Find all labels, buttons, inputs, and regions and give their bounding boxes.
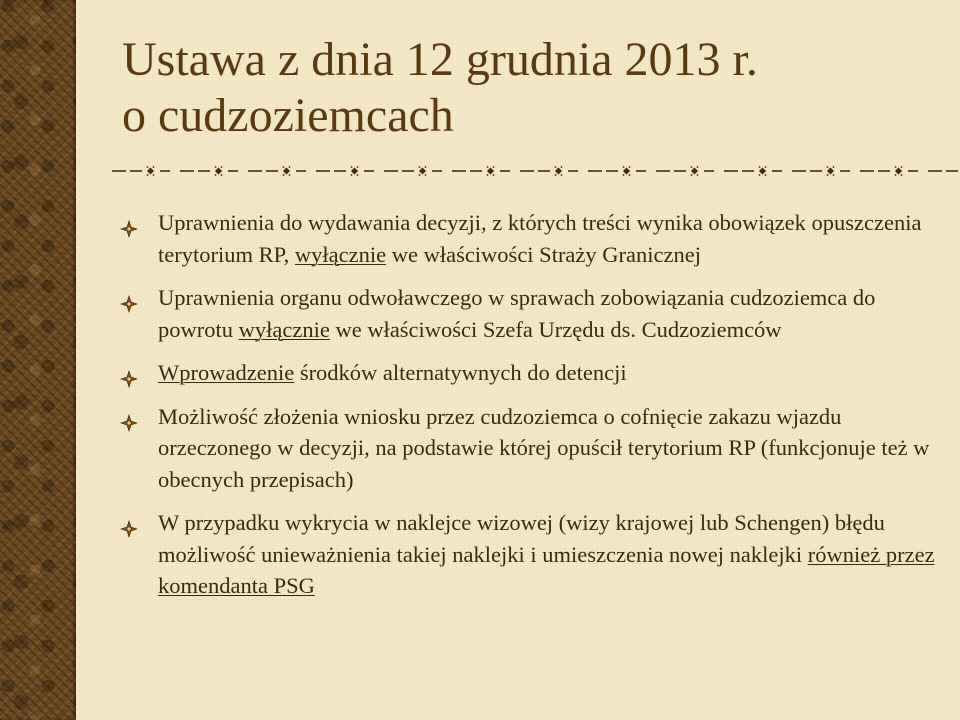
- decorative-left-border: [0, 0, 76, 720]
- divider-speck: [215, 166, 217, 168]
- divider-speck: [425, 174, 427, 176]
- divider-speck: [555, 174, 557, 176]
- divider-speck: [765, 166, 767, 168]
- divider-speck: [555, 166, 557, 168]
- divider-speck: [493, 174, 495, 176]
- divider-speck: [357, 166, 359, 168]
- divider-speck: [425, 166, 427, 168]
- bullet-item-1: [120, 207, 940, 270]
- divider-speck: [357, 174, 359, 176]
- divider-speck: [351, 166, 353, 168]
- bullet-text-part: we właściwości Straży Granicznej: [386, 241, 701, 267]
- slide-title: [122, 32, 922, 144]
- bullet-item-2: [120, 282, 940, 345]
- bullet-text: [158, 510, 935, 598]
- divider-speck: [827, 166, 829, 168]
- divider-speck: [147, 174, 149, 176]
- divider-speck: [623, 166, 625, 168]
- divider-dot: [623, 167, 630, 174]
- bullet-text-part: środków alternatywnych do detencji: [294, 360, 627, 385]
- divider-speck: [759, 166, 761, 168]
- underlined-phrase: wyłącznie: [238, 316, 330, 342]
- divider-speck: [283, 174, 285, 176]
- divider-speck: [629, 166, 631, 168]
- divider-speck: [289, 174, 291, 176]
- divider-speck: [895, 174, 897, 176]
- bullet-text: [158, 404, 929, 492]
- divider-speck: [901, 174, 903, 176]
- underlined-phrase: Wprowadzenie: [158, 360, 295, 385]
- divider-speck: [215, 174, 217, 176]
- bullet-item-5: [120, 507, 940, 602]
- divider-speck: [419, 166, 421, 168]
- underlined-phrase: wyłącznie: [294, 241, 387, 267]
- divider-dot: [147, 167, 154, 174]
- title-divider: [112, 164, 960, 178]
- divider-dot: [895, 167, 902, 174]
- slide-title-line-1: Ustawa z dnia 12 grudnia 2013 r.: [122, 33, 758, 86]
- divider-speck: [147, 166, 149, 168]
- bullet-text-part: Możliwość złożenia wniosku przez cudzoziemca o cofnięcie zakazu wjazdu orzeczonego w decyzji, na podstawie której opuścił terytorium RP (funkcjonuje też w obecnych przepisach): [158, 403, 930, 492]
- divider-speck: [765, 174, 767, 176]
- fleur-bullet-icon: [120, 290, 138, 308]
- divider-dot: [555, 167, 562, 174]
- bullet-item-4: [120, 401, 940, 496]
- divider-speck: [691, 166, 693, 168]
- divider-speck: [351, 174, 353, 176]
- bullet-text: [158, 285, 875, 342]
- bullet-text-part: we właściwości Szefa Urzędu ds. Cudzoziemców: [329, 316, 782, 342]
- divider-speck: [697, 166, 699, 168]
- divider-speck: [289, 166, 291, 168]
- divider-dot: [691, 167, 698, 174]
- bullet-text-part: Uprawnienia do wydawania decyzji, z których treści wynika obowiązek opuszczenia terytorium RP,: [158, 210, 922, 267]
- divider-speck: [487, 166, 489, 168]
- divider-speck: [697, 174, 699, 176]
- divider-dot: [487, 167, 494, 174]
- bullet-item-3: [120, 357, 940, 389]
- divider-speck: [895, 166, 897, 168]
- fleur-bullet-icon: [120, 409, 138, 427]
- divider-dot: [759, 167, 766, 174]
- fleur-bullet-icon: [120, 515, 138, 533]
- divider-speck: [153, 174, 155, 176]
- divider-speck: [487, 174, 489, 176]
- divider-speck: [901, 166, 903, 168]
- bullet-text-part: W przypadku wykrycia w naklejce wizowej (wizy krajowej lub Schengen) błędu możliwość unieważnienia takiej naklejki i umieszczenia nowej naklejki: [158, 510, 885, 567]
- divider-speck: [833, 174, 835, 176]
- divider-speck: [561, 174, 563, 176]
- divider-speck: [691, 174, 693, 176]
- underlined-phrase: również przez komendanta PSG: [158, 541, 935, 598]
- divider-speck: [833, 166, 835, 168]
- bullet-text: [158, 360, 627, 385]
- divider-speck: [629, 174, 631, 176]
- divider-speck: [419, 174, 421, 176]
- divider-speck: [221, 174, 223, 176]
- fleur-bullet-icon: [120, 215, 138, 233]
- divider-speck: [153, 166, 155, 168]
- bullet-text: [158, 210, 921, 267]
- divider-speck: [493, 166, 495, 168]
- divider-dot: [419, 167, 426, 174]
- divider-dot: [827, 167, 834, 174]
- divider-dot: [283, 167, 290, 174]
- bullet-list: [120, 207, 940, 614]
- fleur-bullet-icon: [120, 365, 138, 383]
- bullet-text-part: Uprawnienia organu odwoławczego w sprawach zobowiązania cudzoziemca do powrotu: [158, 285, 876, 342]
- divider-speck: [283, 166, 285, 168]
- divider-speck: [221, 166, 223, 168]
- divider-speck: [827, 174, 829, 176]
- divider-speck: [623, 174, 625, 176]
- divider-speck: [759, 174, 761, 176]
- divider-speck: [561, 166, 563, 168]
- divider-dot: [215, 167, 222, 174]
- divider-dot: [351, 167, 358, 174]
- slide-title-line-2: o cudzoziemcach: [122, 89, 454, 142]
